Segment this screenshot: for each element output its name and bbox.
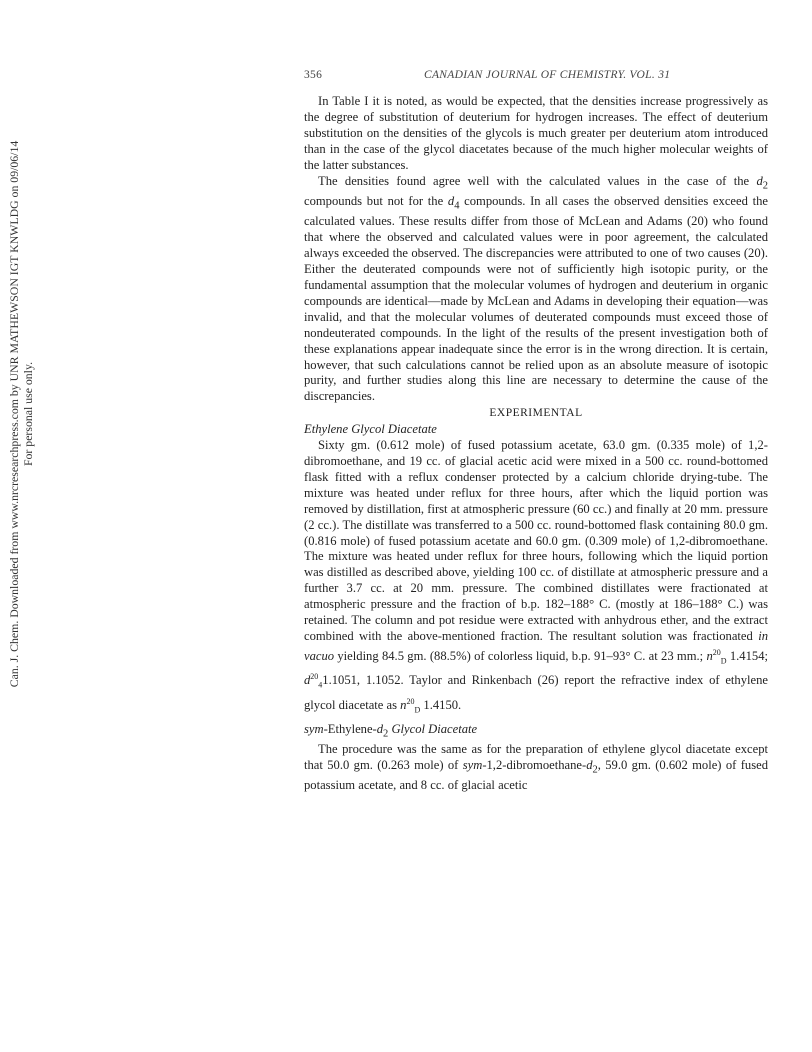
subheading-ethylene-glycol-diacetate: Ethylene Glycol Diacetate [304,422,437,437]
journal-title: CANADIAN JOURNAL OF CHEMISTRY. VOL. 31 [424,69,671,81]
watermark-line-1: Can. J. Chem. Downloaded from www.nrcresearchpress.com by UNR MATHEWSON IGT KNWLDG on 09/06/14 [7,140,21,688]
subscript: 4 [318,681,323,691]
text-run: -Ethylene- [323,721,377,736]
subscript: 2 [592,764,598,776]
text-run: -1,2-dibromoethane- [482,758,587,772]
in-vacuo: in vacuo [304,628,768,664]
text-run: 1.1051, 1.1052. Taylor and Rinkenbach (26) report the refractive index of ethylene glycol diacetate as [304,673,768,713]
watermark-line-2: For personal use only. [20,361,35,467]
subheading-sym-ethylene-d2-glycol-diacetate [304,722,768,742]
text-run: sym [304,721,324,736]
text-run: The procedure was the same as for the preparation of ethylene glycol diacetate except that 50.0 gm. (0.263 mole) of [304,742,768,772]
paragraph-sym-procedure [304,742,768,794]
text-run: The densities found agree well with the calculated values in the case of the [318,173,757,188]
text-run: compounds. In all cases the observed densities exceed the calculated values. These results differ from those of McLean and Adams (20) who found that where the observed and calculated values were in poor agreement, the calculated always exceeded the observed. The discrepancies were attributed to one of two causes (20). Either the deuterated compounds were not of sufficiently high isotopic purity, or the fundamental assumption that the molecular volumes of hydrogen and deuterium in organic compounds are identical—made by McLean and Adams in developing their equation—was invalid, and that the molecular volumes of deuterated compounds must exceed those of nondeuterated compounds. In the light of the results of the present investigation both of these explanations appear inadequate since the error is in the wrong direction. It is certain, however, that such calculations cannot be relied upon as an absolute measure of isotopic purity, and further studies along this line are necessary to determine the cause of the discrepancies. [304,193,768,404]
symbol-d: d [586,758,593,772]
text-run: 1.4154; [726,649,768,664]
subscript: 4 [454,200,460,212]
text-run: compounds but not for the [304,193,448,208]
density-symbol: d [304,673,311,688]
text-run: 1.4150. [420,698,462,713]
sym-prefix: sym [462,758,483,772]
text-run: Glycol Diacetate [388,721,478,736]
text-run: yielding 84.5 gm. (88.5%) of colorless liquid, b.p. 91–93° C. at 23 mm.; [334,649,707,664]
download-watermark [8,64,36,764]
subscript: D [720,656,727,666]
running-header [304,69,768,85]
superscript: 20 [310,672,319,682]
refractive-index-symbol: n [706,649,713,664]
text-run: Sixty gm. (0.612 mole) of fused potassium acetate, 63.0 gm. (0.335 mole) of 1,2-dibromoethane, and 19 cc. of glacial acetic acid were mixed in a 500 cc. round-bottomed flask fitted with a reflux condenser protected by a calcium chloride drying-tube. The mixture was heated under reflux for three hours, after which the liquid portion was removed by distillation, first at atmospheric pressure (60 cc.) and finally at 20 mm. pressure (2 cc.). The distillate was transferred to a 500 cc. round-bottomed flask containing 80.0 gm. (0.816 mole) of fused potassium acetate and 60.0 gm. (0.309 mole) of 1,2-dibromoethane. The mixture was heated under reflux for three hours, following which the liquid portion was distilled as described above, yielding 100 cc. of distillate at atmospheric pressure and a further 3.7 cc. at 20 mm. pressure. The combined distillates were fractionated at atmospheric pressure and the fraction of b.p. 182–188° C. (mostly at 186–188° C.) was retained. The column and pot residue were extracted with anhydrous ether, and the extract combined with the above-mentioned fraction. The resultant solution was fractionated [304,438,768,643]
symbol-d: d [447,193,455,208]
paragraph-ethylene-procedure [304,438,768,719]
text-run: , 59.0 gm. (0.602 mole) of fused potassium acetate, and 8 cc. of glacial acetic [304,758,768,793]
section-heading-experimental: EXPERIMENTAL [489,407,583,420]
paragraph-densities: In Table I it is noted, as would be expected, that the densities increase progressively as the degree of substitution of deuterium for hydrogen increases. The effect of deuterium substitution on the densities of the glycols is much greater per deuterium atom introduced than in the case of the glycol diacetates because of the much higher molecular weights of the latter substances. [304,94,768,172]
symbol-d: d [756,173,763,188]
symbol-d: d [376,721,384,736]
page-number: 356 [304,69,323,81]
paragraph-calculated-values [304,174,768,406]
superscript: 20 [406,697,415,707]
refractive-index-symbol: n [400,698,407,713]
subscript: D [414,705,421,715]
superscript: 20 [712,647,721,657]
subscript: 2 [762,180,768,192]
subscript: 2 [383,728,389,740]
page-body [304,94,768,794]
